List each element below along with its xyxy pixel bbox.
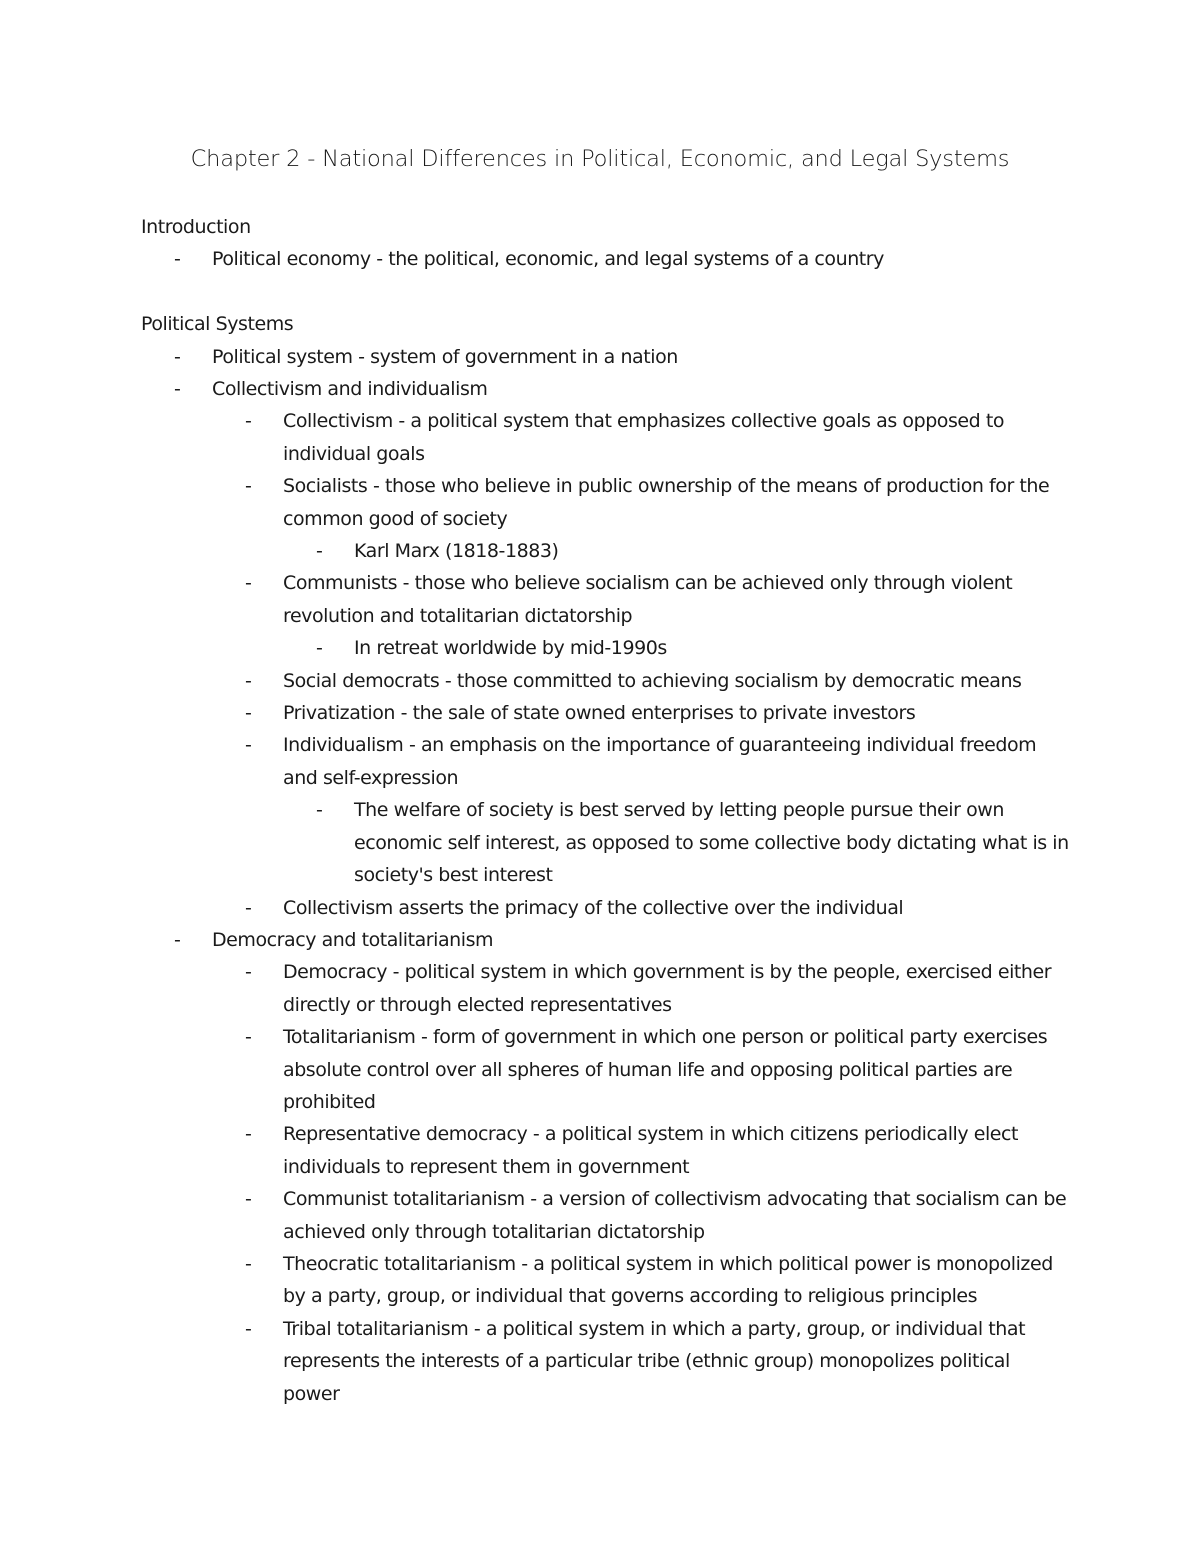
list-item	[141, 892, 1071, 924]
dash-bullet-icon: -	[245, 1317, 252, 1340]
list-item-text: Privatization - the sale of state owned enterprises to private investors	[283, 702, 916, 725]
dash-bullet-icon: -	[316, 540, 323, 563]
dash-bullet-icon: -	[245, 702, 252, 725]
dash-bullet-icon: -	[245, 896, 252, 919]
list-item	[141, 729, 1071, 794]
list-item-text: Political economy - the political, economic, and legal systems of a country	[212, 248, 884, 271]
list-item	[141, 1183, 1071, 1248]
dash-bullet-icon: -	[245, 669, 252, 692]
list-item	[141, 1021, 1071, 1118]
document-body	[141, 211, 1071, 1410]
dash-bullet-icon: -	[174, 378, 181, 401]
dash-bullet-icon: -	[174, 928, 181, 951]
list-item-text: Social democrats - those committed to achieving socialism by democratic means	[283, 669, 1022, 692]
list-item-text: Collectivism asserts the primacy of the collective over the individual	[283, 896, 904, 919]
list-item-text: Theocratic totalitarianism - a political system in which political power is monopolized by a party, group, or individual that governs according to religious principles	[283, 1252, 1053, 1308]
list-item	[141, 1248, 1071, 1313]
list-item	[141, 470, 1071, 535]
list-item-text: Communist totalitarianism - a version of collectivism advocating that socialism can be achieved only through totalitarian dictatorship	[283, 1188, 1067, 1243]
list-item-text: In retreat worldwide by mid-1990s	[354, 637, 667, 660]
dash-bullet-icon: -	[316, 637, 323, 660]
list-item-text: Individualism - an emphasis on the importance of guaranteeing individual freedom and self-expression	[283, 734, 1037, 789]
list-item	[141, 567, 1071, 632]
list-item	[141, 665, 1071, 697]
dash-bullet-icon: -	[174, 345, 181, 368]
list-item	[141, 1118, 1071, 1183]
dash-bullet-icon: -	[174, 248, 181, 271]
dash-bullet-icon: -	[245, 1188, 252, 1211]
list-item-text: Political system - system of government in a nation	[212, 345, 678, 368]
list-item	[141, 373, 1071, 405]
section-heading-introduction: Introduction	[141, 216, 251, 238]
list-item-text: Tribal totalitarianism - a political system in which a party, group, or individual that represents the interests of a particular tribe (ethnic group) monopolizes political power	[283, 1317, 1026, 1405]
list-item-text: The welfare of society is best served by letting people pursue their own economic self interest, as opposed to some collective body dictating what is in society's best interest	[354, 799, 1069, 887]
dash-bullet-icon: -	[245, 1026, 252, 1049]
list-item-text: Collectivism and individualism	[212, 378, 488, 401]
blank-line	[141, 276, 1071, 308]
list-item	[141, 341, 1071, 373]
dash-bullet-icon: -	[245, 1252, 252, 1275]
document-title: Chapter 2 - National Differences in Political, Economic, and Legal Systems	[190, 146, 1010, 172]
list-item-text: Collectivism - a political system that emphasizes collective goals as opposed to individual goals	[283, 410, 1005, 465]
section-heading-political-systems: Political Systems	[141, 313, 294, 336]
dash-bullet-icon: -	[245, 1123, 252, 1146]
list-item	[141, 956, 1071, 1021]
list-item-text: Democracy and totalitarianism	[212, 928, 494, 951]
list-item	[141, 1313, 1071, 1410]
list-item	[141, 632, 1071, 664]
list-item-text: Democracy - political system in which government is by the people, exercised either directly or through elected representatives	[283, 961, 1052, 1016]
list-item-text: Representative democracy - a political system in which citizens periodically elect individuals to represent them in government	[283, 1123, 1019, 1178]
list-item-text: Socialists - those who believe in public ownership of the means of production for the common good of society	[283, 475, 1050, 530]
list-item	[141, 924, 1071, 956]
list-item-text: Karl Marx (1818-1883)	[354, 540, 559, 563]
list-item	[141, 794, 1071, 891]
list-item	[141, 535, 1071, 567]
dash-bullet-icon: -	[245, 572, 252, 595]
list-item	[141, 405, 1071, 470]
list-item-text: Totalitarianism - form of government in which one person or political party exercises absolute control over all spheres of human life and opposing political parties are prohibited	[283, 1026, 1048, 1113]
dash-bullet-icon: -	[245, 475, 252, 498]
dash-bullet-icon: -	[245, 961, 252, 984]
dash-bullet-icon: -	[245, 410, 252, 433]
list-item-text: Communists - those who believe socialism can be achieved only through violent revolution and totalitarian dictatorship	[283, 572, 1013, 627]
list-item	[141, 243, 1071, 275]
list-item	[141, 697, 1071, 729]
dash-bullet-icon: -	[316, 799, 323, 822]
dash-bullet-icon: -	[245, 734, 252, 757]
